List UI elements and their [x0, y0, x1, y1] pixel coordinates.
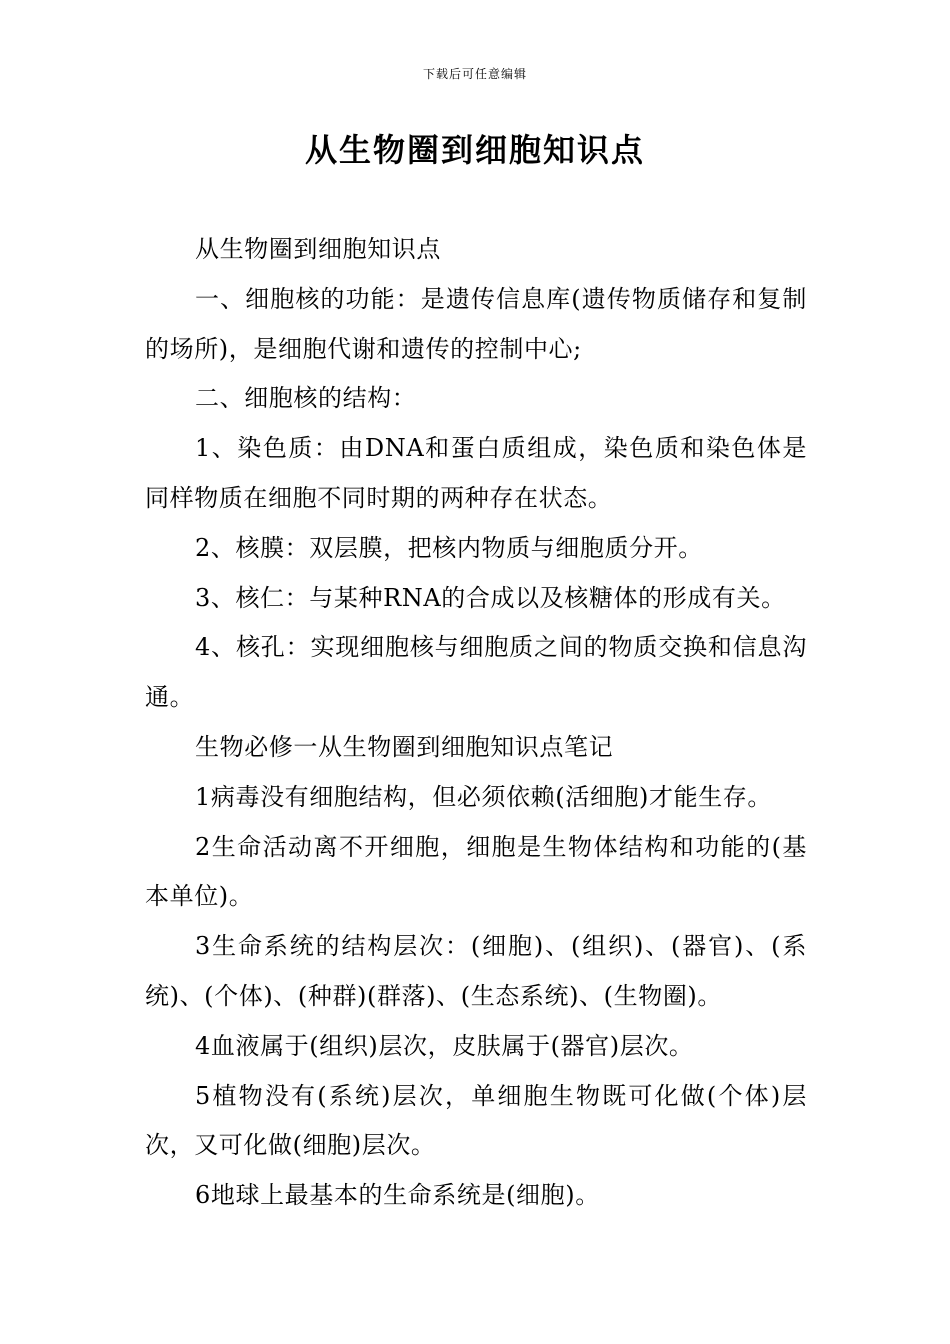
paragraph-nucleolus: 3、核仁：与某种RNA的合成以及核糖体的形成有关。: [195, 583, 786, 612]
paragraph-chromatin: 1、染色质：由DNA和蛋白质组成，染色质和染色体是同样物质在细胞不同时期的两种存在状态。: [145, 434, 807, 512]
paragraph-note-2: 2生命活动离不开细胞，细胞是生物体结构和功能的(基本单位)。: [145, 832, 807, 911]
paragraph-nuclear-pore: 4、核孔：实现细胞核与细胞质之间的物质交换和信息沟通。: [145, 633, 807, 712]
paragraph-subtitle: 从生物圈到细胞知识点: [195, 235, 441, 263]
header-note: 下载后可任意编辑: [422, 67, 527, 81]
paragraph-note-5: 5植物没有(系统)层次，单细胞生物既可化做(个体)层次，又可化做(细胞)层次。: [145, 1081, 807, 1160]
paragraph-note-6: 6地球上最基本的生命系统是(细胞)。: [195, 1181, 600, 1210]
paragraph-nucleus-structure-heading: 二、细胞核的结构：: [195, 384, 417, 413]
document-body: [145, 225, 807, 1221]
paragraph-note-1: 1病毒没有细胞结构，但必须依赖(活细胞)才能生存。: [195, 782, 772, 811]
paragraph-note-4: 4血液属于(组织)层次，皮肤属于(器官)层次。: [195, 1031, 694, 1060]
document-title: 从生物圈到细胞知识点: [304, 131, 645, 169]
paragraph-notes-heading: 生物必修一从生物圈到细胞知识点笔记: [195, 732, 614, 761]
paragraph-nucleus-function: 一、细胞核的功能：是遗传信息库(遗传物质储存和复制的场所)，是细胞代谢和遗传的控制中心;: [145, 284, 807, 363]
paragraph-nuclear-membrane: 2、核膜：双层膜，把核内物质与细胞质分开。: [195, 533, 703, 562]
paragraph-note-3: 3生命系统的结构层次：(细胞)、(组织)、(器官)、(系统)、(个体)、(种群)(群落)、(生态系统)、(生物圈)。: [145, 932, 807, 1010]
